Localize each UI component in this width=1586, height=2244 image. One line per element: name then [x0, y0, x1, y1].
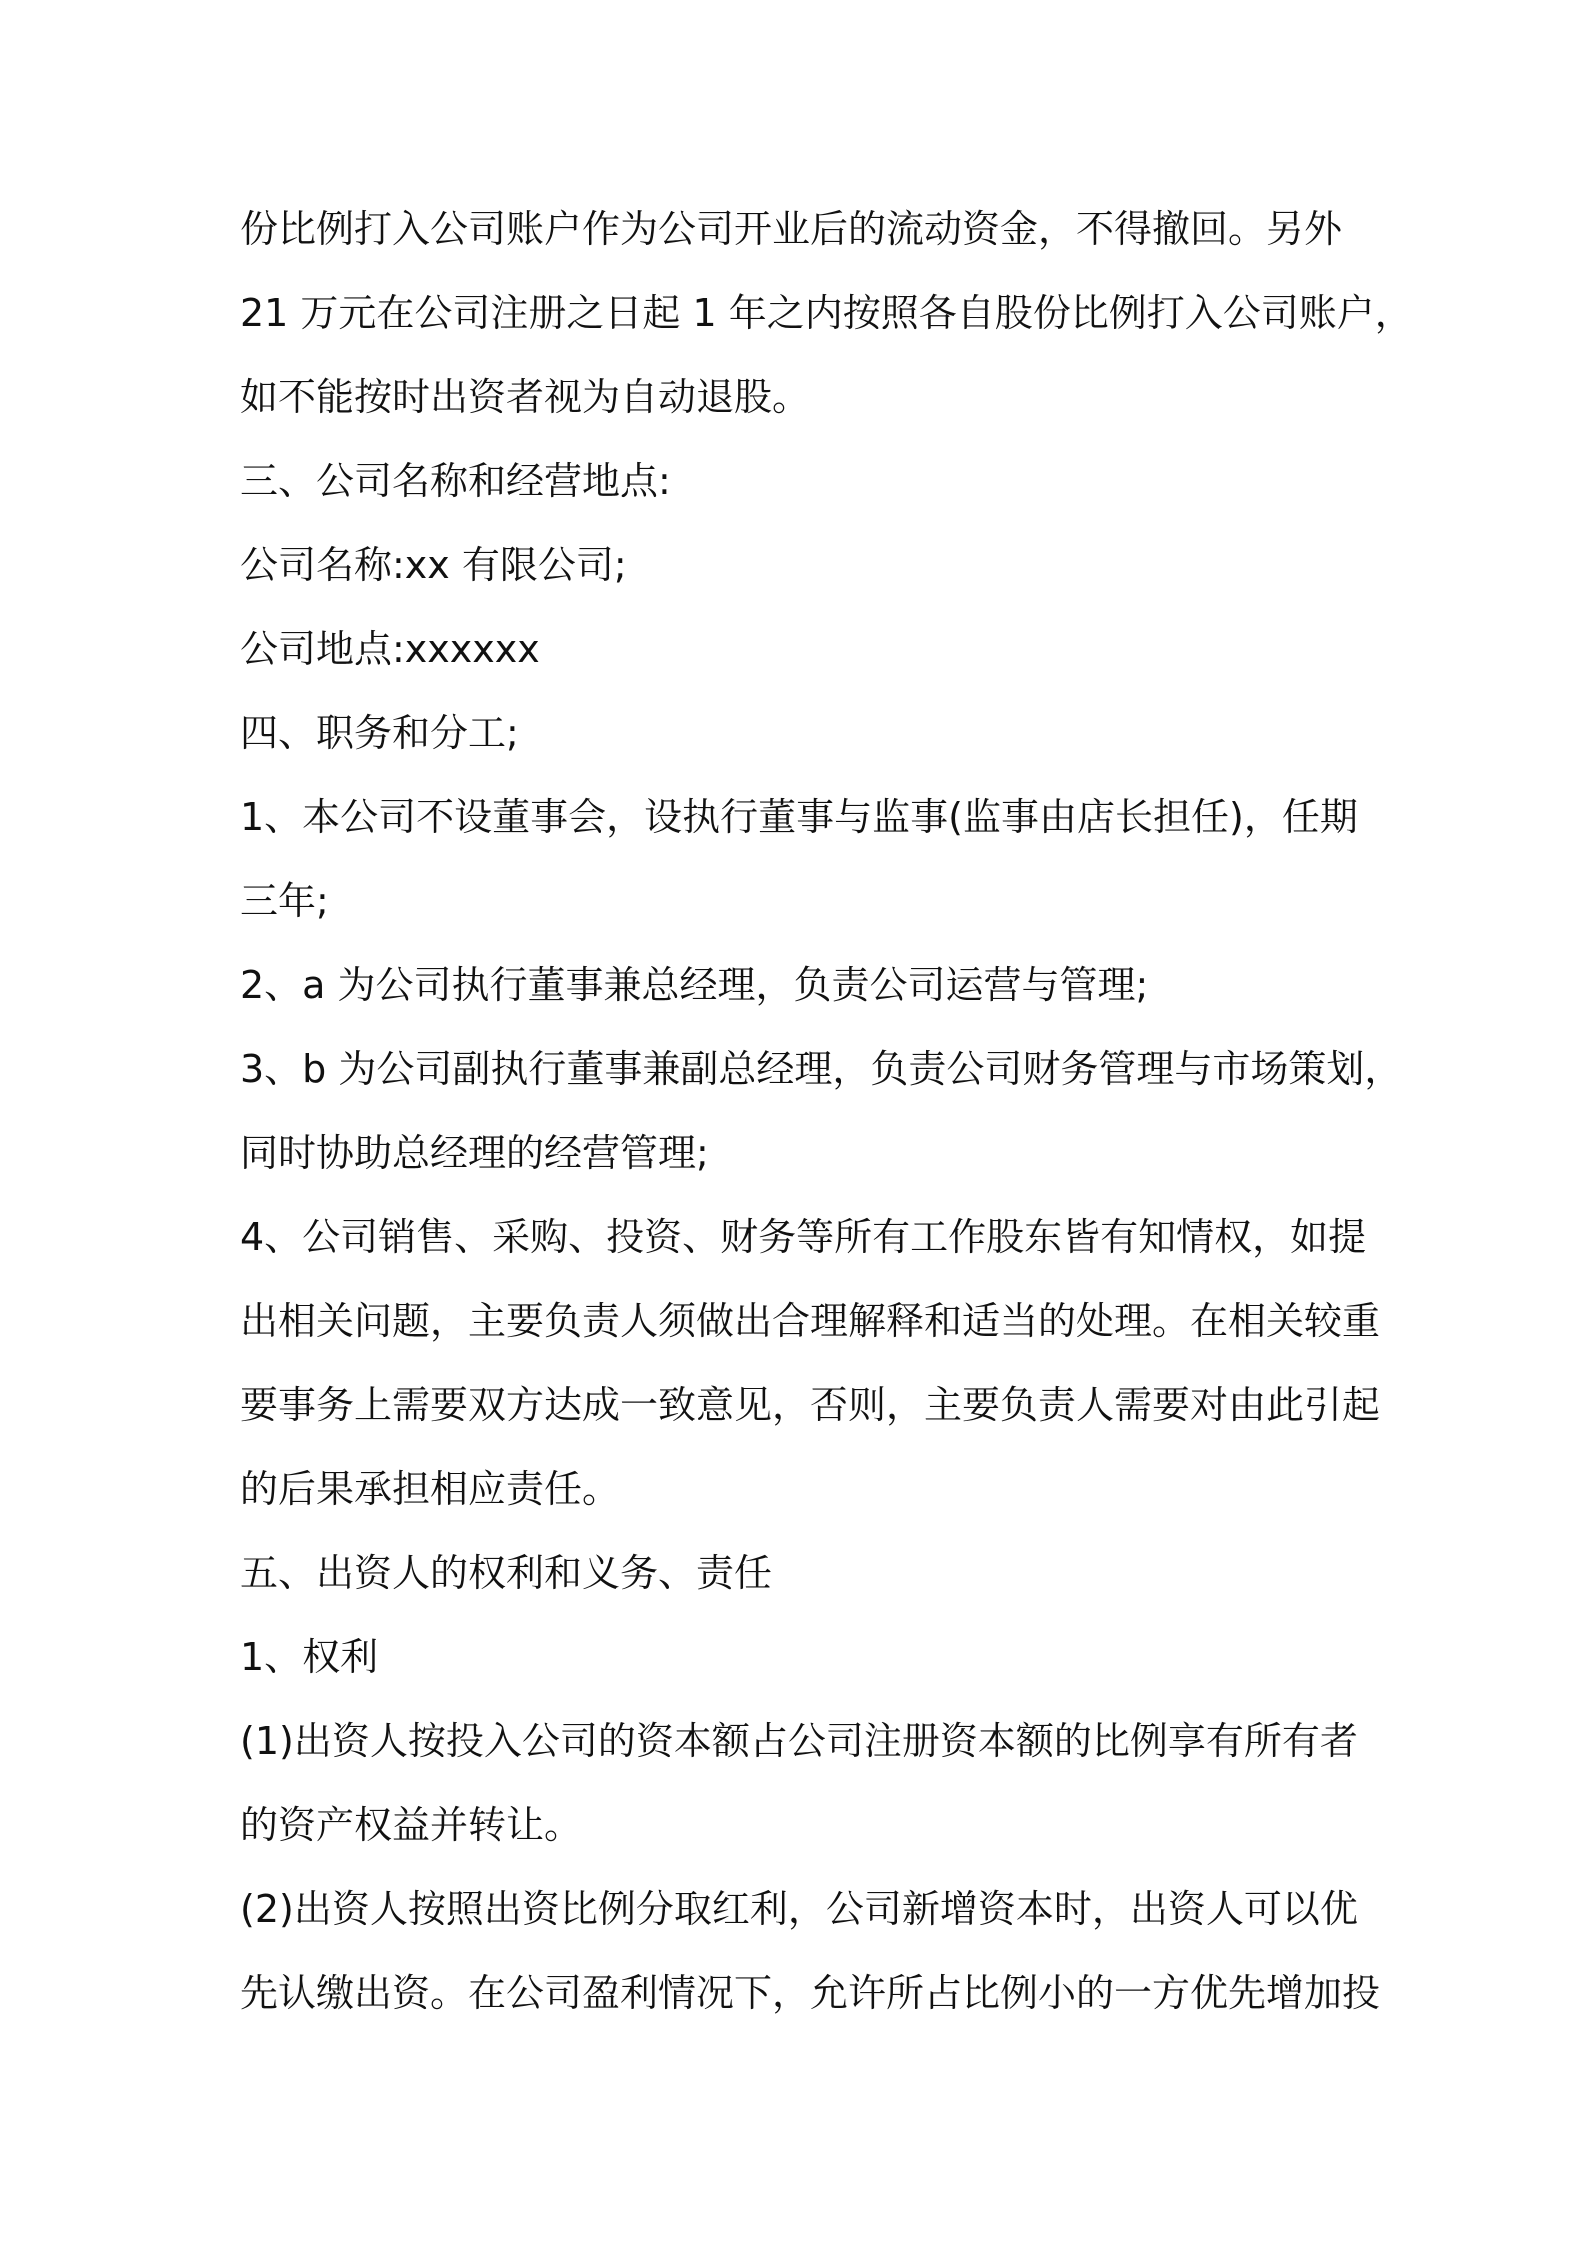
text-line: 2、a 为公司执行董事兼总经理，负责公司运营与管理; — [240, 963, 1149, 1007]
subsection-heading: 1、权利 — [240, 1635, 379, 1679]
text-line: 出相关问题，主要负责人须做出合理解释和适当的处理。在相关较重 — [240, 1299, 1381, 1343]
text-line: 21 万元在公司注册之日起 1 年之内按照各自股份比例打入公司账户， — [240, 291, 1413, 335]
text-line: 4、公司销售、采购、投资、财务等所有工作股东皆有知情权，如提 — [240, 1215, 1367, 1259]
company-address-line: 公司地点:xxxxxx — [240, 627, 540, 671]
text-line: 三年; — [240, 879, 329, 923]
text-line: 1、本公司不设董事会，设执行董事与监事(监事由店长担任)，任期 — [240, 795, 1358, 839]
text-line: 同时协助总经理的经营管理; — [240, 1131, 709, 1175]
text-line: (2)出资人按照出资比例分取红利，公司新增资本时，出资人可以优 — [240, 1887, 1358, 1931]
document-body — [240, 200, 1413, 2048]
section-heading-5: 五、出资人的权利和义务、责任 — [240, 1551, 773, 1595]
text-line: (1)出资人按投入公司的资本额占公司注册资本额的比例享有所有者 — [240, 1719, 1358, 1763]
text-line: 3、b 为公司副执行董事兼副总经理，负责公司财务管理与市场策划， — [240, 1047, 1403, 1091]
text-line: 份比例打入公司账户作为公司开业后的流动资金，不得撤回。另外 — [240, 207, 1343, 251]
text-line: 的后果承担相应责任。 — [240, 1467, 621, 1511]
text-line: 的资产权益并转让。 — [240, 1803, 583, 1847]
text-line: 要事务上需要双方达成一致意见，否则，主要负责人需要对由此引起 — [240, 1383, 1381, 1427]
section-heading-4: 四、职务和分工; — [240, 711, 519, 755]
text-line: 先认缴出资。在公司盈利情况下，允许所占比例小的一方优先增加投 — [240, 1971, 1381, 2015]
text-line: 如不能按时出资者视为自动退股。 — [240, 375, 811, 419]
company-name-line: 公司名称:xx 有限公司; — [240, 543, 627, 587]
section-heading-3: 三、公司名称和经营地点: — [240, 459, 671, 503]
